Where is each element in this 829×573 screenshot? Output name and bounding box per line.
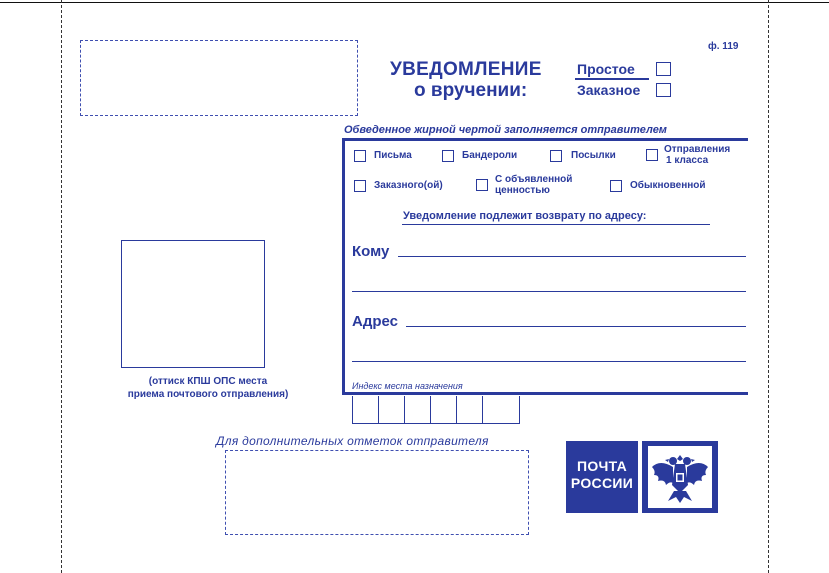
sender-box-left [342,138,345,395]
stamp-box [121,240,265,368]
index-cell[interactable] [431,396,457,424]
first-class-checkbox[interactable] [646,149,658,161]
first-class-label [664,144,730,166]
letters-label: Письма [374,150,412,161]
option-simple-checkbox[interactable] [656,62,671,76]
to-line[interactable] [398,256,746,257]
logo-line1: ПОЧТА [576,458,628,474]
additional-marks-label: Для дополнительных отметок отправителя [216,434,489,448]
option-registered-label: Заказное [577,82,641,98]
form-title-line1: УВЕДОМЛЕНИЕ [390,59,542,80]
option-registered-checkbox[interactable] [656,83,671,97]
form-title-line2: о вручении: [414,80,528,101]
index-cell[interactable] [457,396,483,424]
index-cell[interactable] [483,396,509,424]
letters-checkbox[interactable] [354,150,366,162]
double-headed-eagle-icon [642,441,718,513]
declared-value-line2: ценностью [495,185,550,196]
first-class-label-line2: 1 класса [666,155,709,166]
eagle-emblem [642,441,718,513]
index-cells[interactable] [352,396,520,424]
to-label: Кому [352,243,390,260]
parcels-checkbox[interactable] [550,150,562,162]
declared-value-label [495,174,572,196]
to-line-2[interactable] [352,291,746,292]
return-notice: Уведомление подлежит возврату по адресу: [403,210,647,222]
index-cell[interactable] [405,396,431,424]
declared-value-checkbox[interactable] [476,179,488,191]
logo-line2: РОССИИ [570,475,634,491]
option-simple-underline [575,78,649,80]
address-line-2[interactable] [352,361,746,362]
right-cut-line [768,0,769,573]
return-notice-underline [402,224,710,225]
stamp-caption [100,375,316,401]
parcels-label: Посылки [571,150,616,161]
first-class-label-line1: Отправления [664,144,731,155]
stamp-caption-line1: (оттиск КПШ ОПС места [148,376,268,387]
declared-value-line1: С объявленной [495,174,573,185]
registered-item-label: Заказного(ой) [374,180,443,191]
index-cell[interactable] [353,396,379,424]
option-simple-label: Простое [577,61,635,77]
sender-box-bottom [342,392,748,395]
ordinary-label: Обыкновенной [630,180,706,191]
recipient-address-area[interactable] [80,40,358,116]
left-cut-line [61,0,62,573]
top-border [0,2,829,3]
sender-section-header: Обведенное жирной чертой заполняется отправителем [344,124,667,136]
index-cell[interactable] [379,396,405,424]
small-parcels-label: Бандероли [462,150,518,161]
registered-item-checkbox[interactable] [354,180,366,192]
sender-box-top [342,138,748,141]
form-code: ф. 119 [708,41,739,52]
index-label: Индекс места назначения [352,381,463,391]
address-line[interactable] [406,326,746,327]
address-label: Адрес [352,313,399,330]
stamp-caption-line2: приема почтового отправления) [127,389,289,400]
small-parcels-checkbox[interactable] [442,150,454,162]
ordinary-checkbox[interactable] [610,180,622,192]
russian-post-logo [566,441,638,513]
additional-marks-area[interactable] [225,450,529,535]
